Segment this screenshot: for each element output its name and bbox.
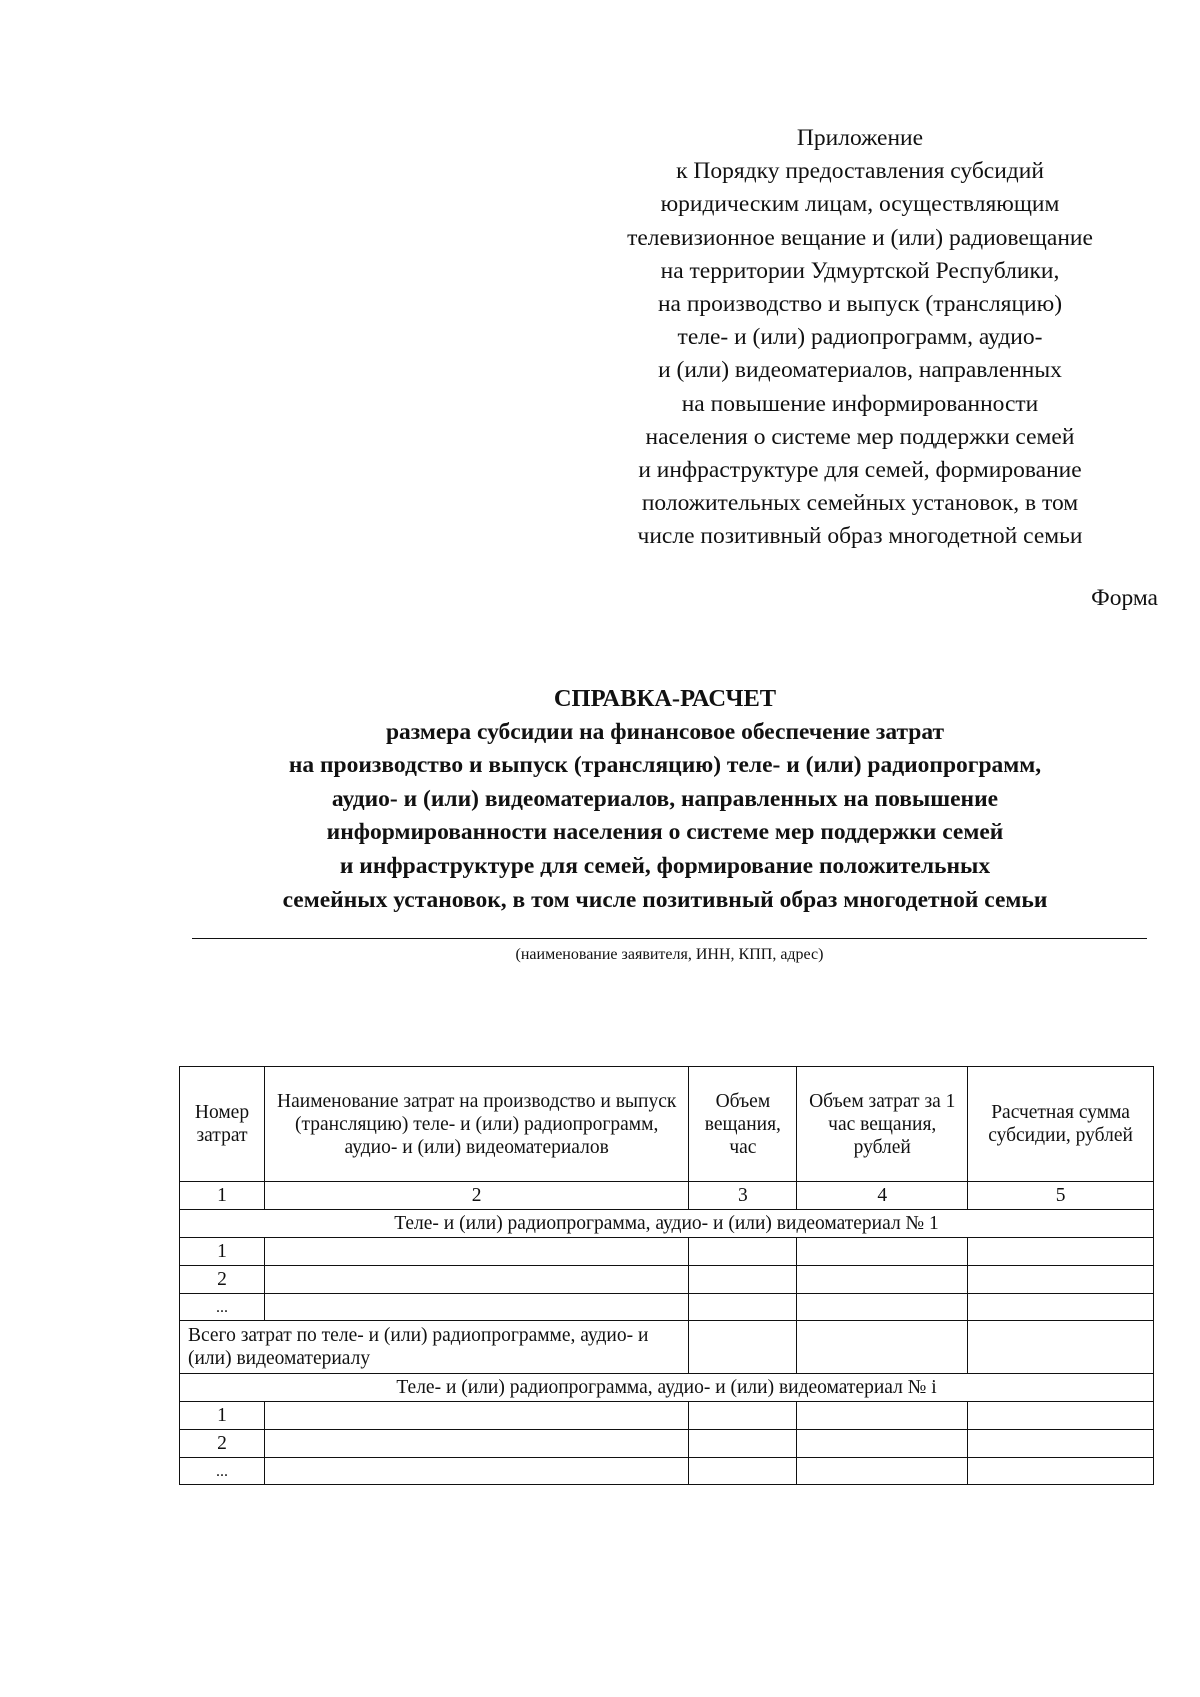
row-number: 1	[180, 1238, 265, 1266]
appendix-line: телевизионное вещание и (или) радиовещание	[627, 224, 1093, 251]
total-cost-per-hour-cell[interactable]	[797, 1321, 968, 1374]
table-row	[180, 1238, 1154, 1266]
header-subsidy-amount: Расчетная сумма субсидии, рублей	[968, 1067, 1154, 1182]
broadcast-volume-cell[interactable]	[689, 1430, 797, 1458]
title-line: информированности населения о системе мер поддержки семей	[326, 819, 1004, 846]
row-number: 2	[180, 1266, 265, 1294]
header-broadcast-volume: Объем вещания, час	[689, 1067, 797, 1182]
title-line: и инфраструктуре для семей, формирование положительных	[339, 852, 991, 879]
appendix-line: населения о системе мер поддержки семей	[645, 423, 1075, 450]
section-title-row	[180, 1374, 1154, 1402]
broadcast-volume-cell[interactable]	[689, 1294, 797, 1321]
appendix-line: теле- и (или) радиопрограмм, аудио-	[677, 324, 1043, 351]
title-line: семейных установок, в том числе позитивный образ многодетной семьи	[282, 886, 1048, 913]
section-title-row	[180, 1210, 1154, 1238]
section-i-title: Теле- и (или) радиопрограмма, аудио- и (или) видеоматериал № i	[180, 1374, 1154, 1402]
subsidy-amount-cell[interactable]	[968, 1458, 1154, 1485]
total-broadcast-volume-cell[interactable]	[689, 1321, 797, 1374]
table-header-row	[180, 1067, 1154, 1182]
column-number: 1	[180, 1182, 265, 1210]
cost-per-hour-cell[interactable]	[797, 1402, 968, 1430]
cost-name-cell[interactable]	[264, 1458, 688, 1485]
row-number: 2	[180, 1430, 265, 1458]
document-title	[160, 682, 1170, 917]
calculation-table	[179, 1066, 1154, 1485]
header-cost-number: Номер затрат	[180, 1067, 265, 1182]
row-number: 1	[180, 1402, 265, 1430]
cost-per-hour-cell[interactable]	[797, 1458, 968, 1485]
row-number: ...	[180, 1294, 265, 1321]
cost-per-hour-cell[interactable]	[797, 1266, 968, 1294]
header-cost-per-hour: Объем затрат за 1 час вещания, рублей	[797, 1067, 968, 1182]
broadcast-volume-cell[interactable]	[689, 1266, 797, 1294]
total-label: Всего затрат по теле- и (или) радиопрограмме, аудио- и (или) видеоматериалу	[180, 1321, 689, 1374]
table-row	[180, 1430, 1154, 1458]
applicant-underline	[192, 938, 1147, 939]
appendix-line: к Порядку предоставления субсидий	[676, 158, 1044, 185]
cost-name-cell[interactable]	[264, 1266, 688, 1294]
table-row	[180, 1294, 1154, 1321]
column-number: 5	[968, 1182, 1154, 1210]
appendix-line: и (или) видеоматериалов, направленных	[658, 357, 1062, 384]
cost-per-hour-cell[interactable]	[797, 1238, 968, 1266]
cost-name-cell[interactable]	[264, 1402, 688, 1430]
table-row	[180, 1266, 1154, 1294]
column-number: 2	[264, 1182, 688, 1210]
table-row	[180, 1402, 1154, 1430]
title-main: СПРАВКА-РАСЧЕТ	[553, 685, 777, 712]
appendix-line: юридическим лицам, осуществляющим	[660, 191, 1060, 218]
total-row	[180, 1321, 1154, 1374]
applicant-caption: (наименование заявителя, ИНН, КПП, адрес)	[515, 946, 824, 963]
cost-name-cell[interactable]	[264, 1430, 688, 1458]
subsidy-amount-cell[interactable]	[968, 1294, 1154, 1321]
column-number: 4	[797, 1182, 968, 1210]
title-line: размера субсидии на финансовое обеспечение затрат	[385, 718, 945, 745]
column-number-row	[180, 1182, 1154, 1210]
total-subsidy-amount-cell[interactable]	[968, 1321, 1154, 1374]
appendix-line: на территории Удмуртской Республики,	[660, 257, 1060, 284]
section-1-title: Теле- и (или) радиопрограмма, аудио- и (или) видеоматериал № 1	[180, 1210, 1154, 1238]
title-line: аудио- и (или) видеоматериалов, направленных на повышение	[331, 785, 999, 812]
appendix-header	[560, 122, 1160, 554]
cost-per-hour-cell[interactable]	[797, 1430, 968, 1458]
appendix-line: на повышение информированности	[681, 390, 1039, 417]
subsidy-amount-cell[interactable]	[968, 1238, 1154, 1266]
cost-name-cell[interactable]	[264, 1294, 688, 1321]
appendix-line: числе позитивный образ многодетной семьи	[637, 523, 1083, 550]
appendix-line: положительных семейных установок, в том	[641, 490, 1079, 517]
cost-per-hour-cell[interactable]	[797, 1294, 968, 1321]
broadcast-volume-cell[interactable]	[689, 1458, 797, 1485]
row-number: ...	[180, 1458, 265, 1485]
column-number: 3	[689, 1182, 797, 1210]
broadcast-volume-cell[interactable]	[689, 1402, 797, 1430]
header-cost-name: Наименование затрат на производство и выпуск (трансляцию) теле- и (или) радиопрограмм, аудио- и (или) видеоматериалов	[264, 1067, 688, 1182]
form-label: Форма	[1091, 585, 1158, 611]
subsidy-amount-cell[interactable]	[968, 1266, 1154, 1294]
appendix-line: и инфраструктуре для семей, формирование	[638, 457, 1082, 484]
subsidy-amount-cell[interactable]	[968, 1402, 1154, 1430]
table-row	[180, 1458, 1154, 1485]
broadcast-volume-cell[interactable]	[689, 1238, 797, 1266]
cost-name-cell[interactable]	[264, 1238, 688, 1266]
appendix-line: Приложение	[796, 125, 924, 151]
appendix-line: на производство и выпуск (трансляцию)	[657, 291, 1063, 318]
subsidy-amount-cell[interactable]	[968, 1430, 1154, 1458]
title-line: на производство и выпуск (трансляцию) теле- и (или) радиопрограмм,	[288, 752, 1042, 779]
